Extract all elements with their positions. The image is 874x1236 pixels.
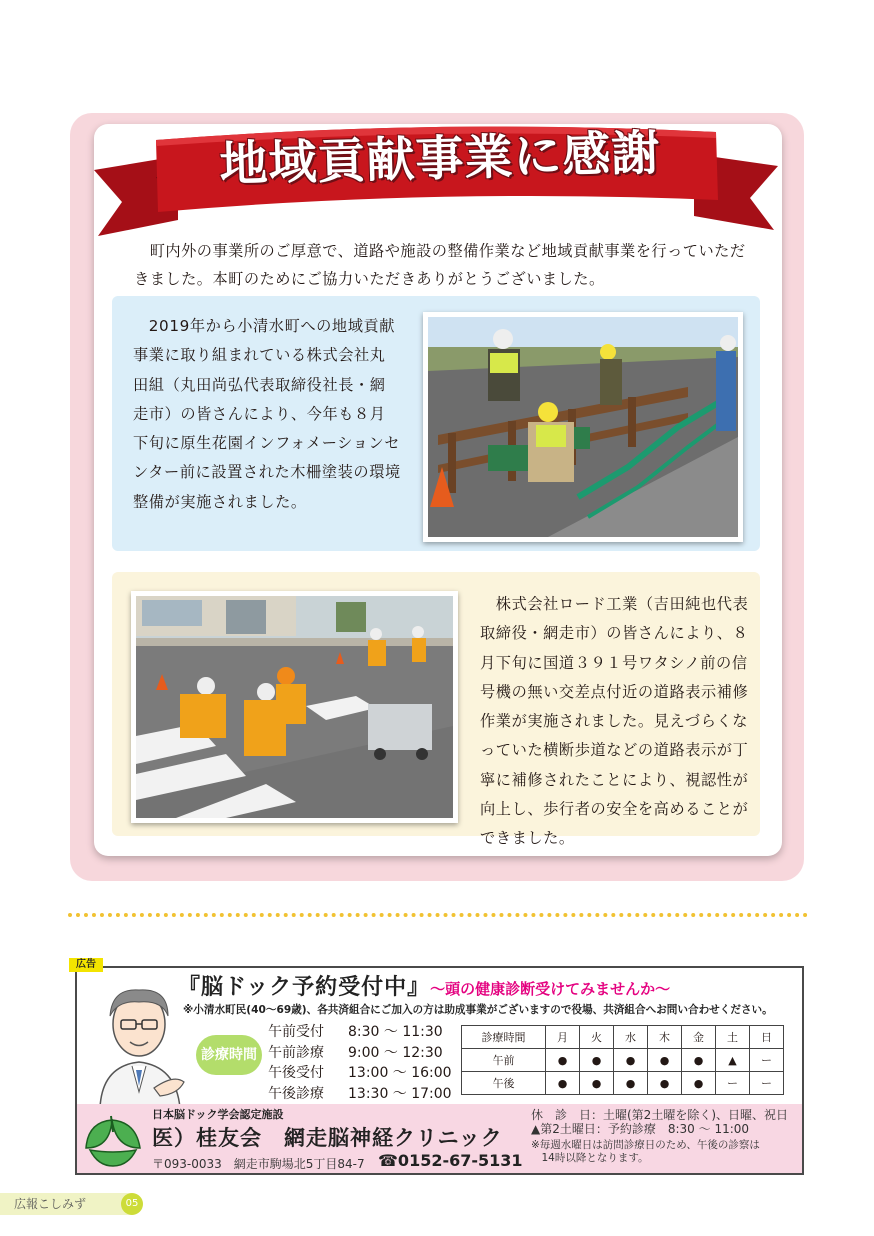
table-cell: ● [682, 1049, 716, 1072]
schedule-list [268, 1022, 458, 1104]
row-label: 午後 [462, 1072, 546, 1095]
clinic-phone: ☎0152-67-5131 [378, 1151, 523, 1170]
hours-table [461, 1025, 784, 1095]
row-label: 午前 [462, 1049, 546, 1072]
clinic-name: 医）桂友会 網走脳神経クリニック [152, 1126, 503, 1150]
wednesday-note-line: ※毎週水曜日は訪問診療日のため、午後の診察は [531, 1139, 760, 1151]
table-cell: ● [546, 1049, 580, 1072]
ad-title: 『脳ドック予約受付中』 [178, 975, 431, 1000]
day-cell: 金 [682, 1026, 716, 1049]
table-cell: ● [648, 1072, 682, 1095]
ad-tag: 広告 [69, 958, 103, 972]
table-row [462, 1072, 784, 1095]
schedule-row: 午前受付 8:30 〜 11:30 [268, 1024, 443, 1040]
page-number: 05 [121, 1193, 143, 1215]
table-cell: ● [648, 1049, 682, 1072]
closed-days-info [531, 1108, 788, 1136]
table-cell: ● [614, 1049, 648, 1072]
road-marking-photo [131, 591, 458, 823]
day-cell: 月 [546, 1026, 580, 1049]
day-cell: 水 [614, 1026, 648, 1049]
table-cell: ● [580, 1049, 614, 1072]
hours-badge: 診療時間 [196, 1035, 262, 1075]
second-saturday-note: ▲第2土曜日：予約診療 8:30 〜 11:00 [531, 1122, 750, 1136]
day-cell: 日 [750, 1026, 784, 1049]
table-cell: ▲ [716, 1049, 750, 1072]
table-header-row [462, 1026, 784, 1049]
leaf-logo-icon [82, 1112, 144, 1168]
ad-subtitle: 〜頭の健康診断受けてみませんか〜 [430, 980, 671, 998]
table-cell: ● [580, 1072, 614, 1095]
table-cell: ● [614, 1072, 648, 1095]
certification-label: 日本脳ドック学会認定施設 [152, 1108, 284, 1121]
article-title: 地域貢献事業に感謝 [218, 125, 662, 193]
table-header-cell: 診療時間 [462, 1026, 546, 1049]
day-cell: 土 [716, 1026, 750, 1049]
table-cell: ● [546, 1072, 580, 1095]
publication-name: 広報こしみず [14, 1197, 87, 1211]
closed-days: 休 診 日：土曜(第2土曜を除く)、日曜、祝日 [531, 1108, 788, 1122]
section-2-text: 株式会社ロード工業（吉田純也代表取締役・網走市）の皆さんにより、８月下旬に国道３９１号ワタシノ前の信号機の無い交差点付近の道路表示補修作業が実施されました。見えづらくなっていた横断歩道などの道路表示が丁寧に補修されたことにより、視認性が向上し、歩行者の安全を高めることができました。 [480, 595, 749, 848]
table-cell: ー [750, 1049, 784, 1072]
table-cell: ● [682, 1072, 716, 1095]
schedule-row: 午後診療 13:30 〜 17:00 [268, 1085, 452, 1102]
day-cell: 木 [648, 1026, 682, 1049]
day-cell: 火 [580, 1026, 614, 1049]
table-cell: ー [716, 1072, 750, 1095]
intro-paragraph: 町内外の事業所のご厚意で、道路や施設の整備作業など地域貢献事業を行っていただきました。本町のためにご協力いただきありがとうございました。 [134, 242, 746, 288]
table-cell: ー [750, 1072, 784, 1095]
dotted-divider [68, 913, 808, 917]
ad-note: ※小清水町民(40〜69歳)、各共済組合にご加入の方は助成事業がございますので役場、共済組合へお問い合わせください。 [183, 1004, 773, 1016]
wednesday-note [531, 1139, 760, 1165]
section-1-text: 2019年から小清水町への地域貢献事業に取り組まれている株式会社丸田組（丸田尚弘代表取締役社長・網走市）の皆さんにより、今年も８月下旬に原生花園インフォメーションセンター前に設置された木柵塗装の環境整備が実施されました。 [133, 317, 401, 511]
clinic-address: 〒093-0033 網走市駒場北5丁目84-7 [152, 1157, 365, 1171]
table-row [462, 1049, 784, 1072]
wednesday-note-line: 14時以降となります。 [531, 1152, 649, 1164]
fence-painting-photo [423, 312, 743, 542]
ad-headline [178, 970, 798, 998]
doctor-illustration [92, 982, 187, 1108]
schedule-row: 午前診療 9:00 〜 12:30 [268, 1044, 443, 1061]
schedule-row: 午後受付 13:00 〜 16:00 [268, 1065, 452, 1081]
